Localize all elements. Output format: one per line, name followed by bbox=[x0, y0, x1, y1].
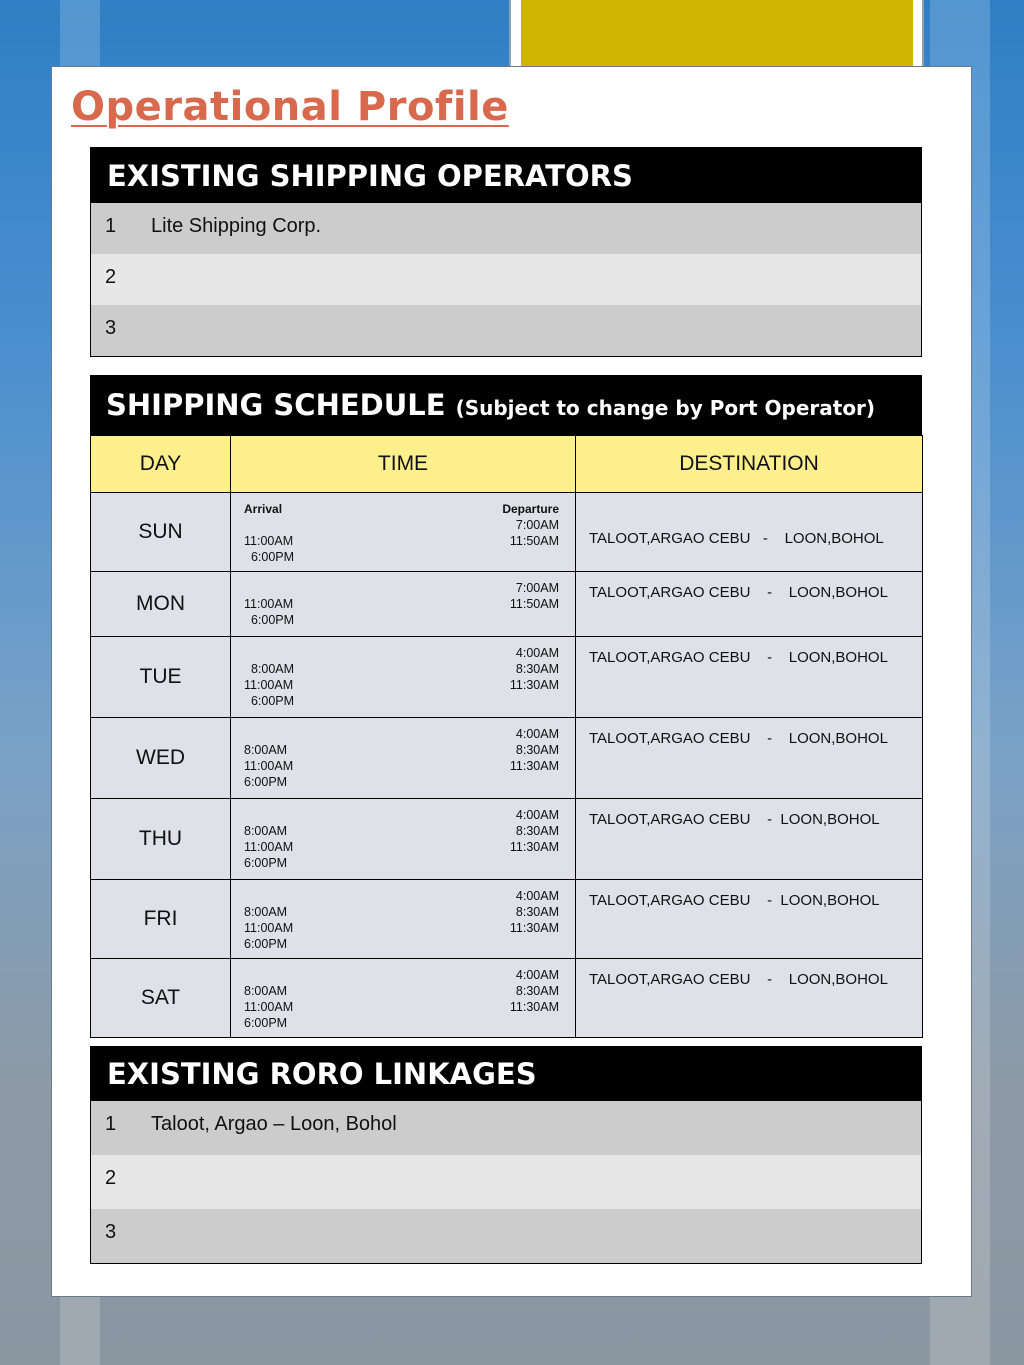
row-number: 1 bbox=[105, 1113, 117, 1135]
arrival-time: 6:00PM bbox=[244, 550, 295, 564]
arrival-time: 8:00AM bbox=[244, 662, 295, 676]
schedule-row bbox=[91, 799, 923, 880]
departure-time: 11:50AM bbox=[509, 597, 559, 611]
linkages-heading-text: EXISTING RORO LINKAGES bbox=[107, 1057, 537, 1091]
destination-cell: TALOOT,ARGAO CEBU - LOON,BOHOL bbox=[576, 880, 923, 959]
destination-cell: TALOOT,ARGAO CEBU - LOON,BOHOL bbox=[576, 718, 923, 799]
schedule-row bbox=[91, 637, 923, 718]
arrival-time bbox=[244, 726, 293, 742]
schedule-row bbox=[91, 880, 923, 959]
day-cell: MON bbox=[91, 572, 231, 637]
arrival-time: 8:00AM bbox=[244, 905, 288, 919]
departure-time: 4:00AM bbox=[515, 646, 559, 660]
table-row bbox=[91, 305, 921, 356]
departure-time: 11:30AM bbox=[509, 1000, 559, 1014]
table-row bbox=[91, 1209, 921, 1263]
day-cell: THU bbox=[91, 799, 231, 880]
arrival-time bbox=[244, 580, 294, 596]
departure-time: 4:00AM bbox=[515, 889, 559, 903]
schedule-table bbox=[90, 375, 922, 1036]
row-text bbox=[137, 1209, 921, 1263]
schedule-row bbox=[91, 718, 923, 799]
col-time-header: TIME bbox=[231, 436, 576, 493]
row-text bbox=[137, 305, 921, 356]
arrival-time: 6:00PM bbox=[244, 1016, 288, 1030]
row-number: 2 bbox=[105, 1167, 117, 1189]
arrival-time: 8:00AM bbox=[244, 824, 288, 838]
operators-heading bbox=[91, 148, 921, 203]
departure-time: 11:30AM bbox=[509, 921, 559, 935]
departure-time: 7:00AM bbox=[515, 518, 559, 532]
arrival-time bbox=[244, 888, 293, 904]
departure-time: 8:30AM bbox=[515, 905, 559, 919]
day-cell: SUN bbox=[91, 493, 231, 572]
row-text bbox=[137, 1155, 921, 1209]
departure-time: 4:00AM bbox=[515, 727, 559, 741]
arrival-label: Arrival bbox=[244, 502, 283, 516]
arrival-time bbox=[244, 517, 294, 533]
schedule-row bbox=[91, 493, 923, 572]
day-cell: SAT bbox=[91, 959, 231, 1038]
departure-time: 11:30AM bbox=[509, 759, 559, 773]
arrival-time: 11:00AM bbox=[244, 759, 294, 773]
departure-time: 8:30AM bbox=[515, 743, 559, 757]
departure-time: 11:50AM bbox=[509, 534, 559, 548]
departure-time: 4:00AM bbox=[515, 808, 559, 822]
arrival-time bbox=[244, 967, 293, 983]
row-number: 1 bbox=[105, 215, 117, 237]
time-cell bbox=[231, 799, 576, 880]
table-row bbox=[91, 254, 921, 305]
departure-time: 8:30AM bbox=[515, 824, 559, 838]
destination-cell: TALOOT,ARGAO CEBU - LOON,BOHOL bbox=[576, 493, 923, 572]
page-title: Operational Profile bbox=[71, 84, 509, 130]
time-cell bbox=[231, 880, 576, 959]
arrival-time: 11:00AM bbox=[244, 840, 294, 854]
row-number: 2 bbox=[105, 266, 117, 288]
departure-label: Departure bbox=[502, 502, 559, 516]
day-cell: WED bbox=[91, 718, 231, 799]
arrival-time bbox=[244, 807, 293, 823]
arrival-time: 11:00AM bbox=[244, 1000, 294, 1014]
departure-time: 4:00AM bbox=[515, 968, 559, 982]
row-number: 3 bbox=[105, 1221, 117, 1243]
table-row bbox=[91, 203, 921, 254]
time-cell bbox=[231, 959, 576, 1038]
arrival-time: 6:00PM bbox=[244, 613, 295, 627]
destination-cell: TALOOT,ARGAO CEBU - LOON,BOHOL bbox=[576, 959, 923, 1038]
arrival-time: 6:00PM bbox=[244, 775, 288, 789]
arrival-time: 6:00PM bbox=[244, 937, 288, 951]
schedule-row bbox=[91, 959, 923, 1038]
schedule-subheading: (Subject to change by Port Operator) bbox=[455, 396, 876, 420]
schedule-row bbox=[91, 572, 923, 637]
schedule-heading bbox=[90, 375, 922, 435]
arrival-time: 6:00PM bbox=[244, 694, 295, 708]
arrival-time bbox=[244, 645, 294, 661]
departure-time: 11:30AM bbox=[509, 840, 559, 854]
time-cell bbox=[231, 718, 576, 799]
linkages-table bbox=[90, 1046, 922, 1264]
table-row bbox=[91, 1155, 921, 1209]
arrival-time: 8:00AM bbox=[244, 743, 288, 757]
row-text: Lite Shipping Corp. bbox=[151, 215, 322, 237]
arrival-time: 8:00AM bbox=[244, 984, 288, 998]
table-row bbox=[91, 1101, 921, 1155]
schedule-heading-text: SHIPPING SCHEDULE bbox=[106, 388, 446, 422]
arrival-time: 6:00PM bbox=[244, 856, 288, 870]
destination-cell: TALOOT,ARGAO CEBU - LOON,BOHOL bbox=[576, 572, 923, 637]
departure-time: 8:30AM bbox=[515, 662, 559, 676]
linkages-heading bbox=[91, 1047, 921, 1101]
row-text: Taloot, Argao – Loon, Bohol bbox=[151, 1113, 397, 1135]
operators-table bbox=[90, 147, 922, 357]
departure-time: 8:30AM bbox=[515, 984, 559, 998]
arrival-time: 11:00AM bbox=[244, 921, 294, 935]
destination-cell: TALOOT,ARGAO CEBU - LOON,BOHOL bbox=[576, 637, 923, 718]
time-cell bbox=[231, 493, 576, 572]
schedule-grid bbox=[90, 435, 923, 1038]
departure-time: 11:30AM bbox=[509, 678, 559, 692]
arrival-time: 11:00AM bbox=[244, 597, 294, 611]
day-cell: FRI bbox=[91, 880, 231, 959]
arrival-time: 11:00AM bbox=[244, 678, 294, 692]
day-cell: TUE bbox=[91, 637, 231, 718]
col-day-header: DAY bbox=[91, 436, 231, 493]
col-destination-header: DESTINATION bbox=[576, 436, 923, 493]
row-text bbox=[137, 254, 921, 305]
departure-time: 7:00AM bbox=[515, 581, 559, 595]
time-cell bbox=[231, 572, 576, 637]
time-cell bbox=[231, 637, 576, 718]
operators-heading-text: EXISTING SHIPPING OPERATORS bbox=[107, 158, 633, 193]
schedule-header-row bbox=[91, 436, 923, 493]
destination-cell: TALOOT,ARGAO CEBU - LOON,BOHOL bbox=[576, 799, 923, 880]
arrival-time: 11:00AM bbox=[244, 534, 294, 548]
row-number: 3 bbox=[105, 317, 117, 339]
